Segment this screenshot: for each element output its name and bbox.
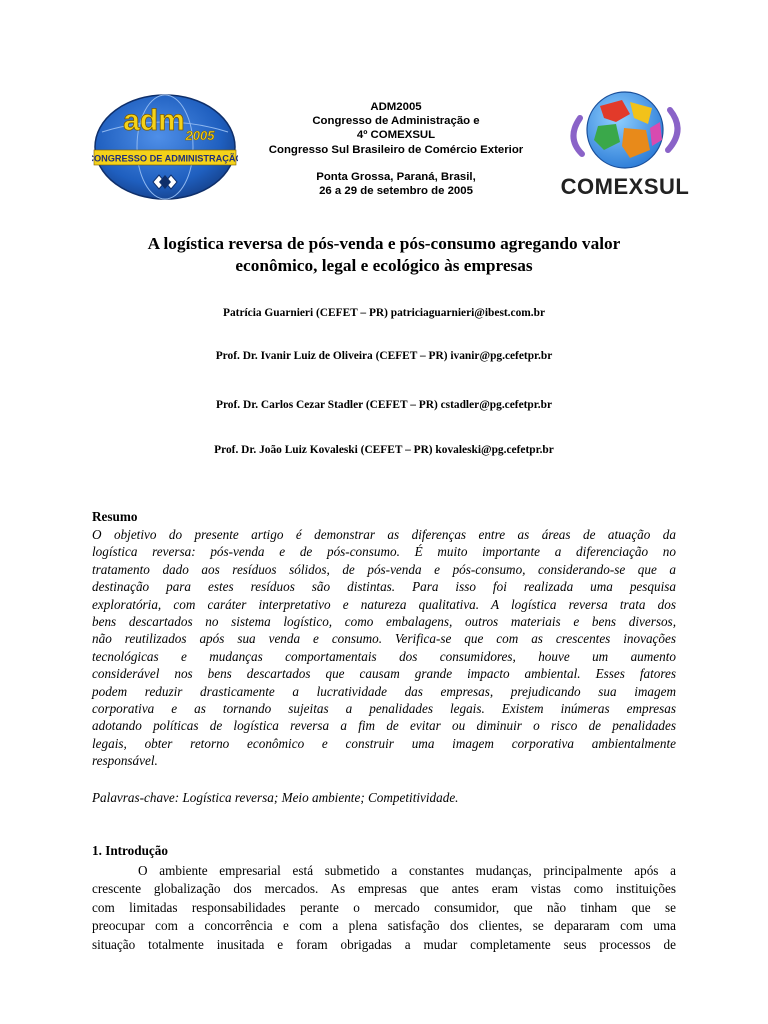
- author-2: Prof. Dr. Ivanir Luiz de Oliveira (CEFET – PR) ivanir@pg.cefetpr.br: [215, 350, 553, 362]
- abstract-line: exploratória, com caráter interpretativo e natureza qualitativa. A logística reversa trata dos: [92, 596, 676, 612]
- comexsul-wordmark: COMEXSUL: [560, 174, 690, 199]
- abstract-line: tratamento dado aos resíduos sólidos, de pós-venda e pós-consumo, considerando-se que a: [92, 561, 676, 577]
- author-3: Prof. Dr. Carlos Cezar Stadler (CEFET – PR) cstadler@pg.cefetpr.br: [215, 399, 553, 411]
- author-1: Patrícia Guarnieri (CEFET – PR) patriciaguarnieri@ibest.com.br: [223, 307, 545, 319]
- diamond-emblem-icon: [153, 175, 177, 189]
- conference-line: 4º COMEXSUL: [356, 129, 436, 142]
- intro-heading: 1. Introdução: [92, 843, 168, 858]
- globe-icon: [560, 88, 690, 174]
- abstract-line: bens descartados no sistema logístico, como embalagens, outros materiais e bens diversos,: [92, 614, 676, 630]
- adm-logo-banner: CONGRESSO DE ADMINISTRAÇÃO: [92, 153, 238, 164]
- abstract-line: adotando políticas de logística reversa a fim de evitar ou diminuir o risco de penalidades: [92, 718, 676, 734]
- conference-line: Congresso de Administração e: [312, 115, 480, 128]
- paper-title-line: A logística reversa de pós-venda e pós-consumo agregando valor: [147, 234, 621, 253]
- intro-line: preocupar com a concorrência e com a plena satisfação dos clientes, se depararam com uma: [92, 918, 676, 934]
- abstract-line: não reutilizados após sua venda e consumo. Verifica-se que com as crescentes inovações: [92, 631, 676, 647]
- abstract-heading: Resumo: [92, 509, 138, 524]
- conference-line: ADM2005: [370, 101, 422, 113]
- abstract-line: podem reduzir drasticamente a lucratividade das empresas, prejudicando sua imagem: [92, 683, 676, 699]
- abstract-line: legais, obter retorno econômico e construir uma imagem corporativa ambientalmente: [92, 735, 676, 751]
- intro-line: crescente globalização dos mercados. As empresas que antes eram vistas como instituições: [92, 881, 676, 897]
- adm-logo-year: 2005: [185, 128, 215, 143]
- abstract-body: [92, 526, 676, 770]
- keywords: Palavras-chave: Logística reversa; Meio ambiente; Competitividade.: [92, 790, 459, 805]
- abstract-line: tecnológicas e mudanças comportamentais dos consumidores, houve um aumento: [92, 648, 676, 664]
- intro-body: [92, 862, 676, 954]
- paper-title: [80, 233, 688, 277]
- intro-line: O ambiente empresarial está submetido a constantes mudanças, principalmente após a: [138, 863, 676, 878]
- comexsul-logo: [560, 88, 690, 200]
- abstract-line: logística reversa: pós-venda e de pós-consumo. É muito importante a diferenciação no: [92, 544, 676, 560]
- paper-title-line: econômico, legal e ecológico às empresas: [235, 256, 533, 275]
- abstract-line: considerável nos bens descartados que causam grande impacto ambiental. Esses fatores: [92, 666, 676, 682]
- conference-location: Ponta Grossa, Paraná, Brasil,: [316, 170, 476, 183]
- author-4: Prof. Dr. João Luiz Kovaleski (CEFET – PR) kovaleski@pg.cefetpr.br: [214, 444, 554, 456]
- abstract-line: corporativa e as tornando sujeitas a penalidades legais. Existem inúmeras empresas: [92, 701, 676, 717]
- abstract-line: destinação para estes resíduos são distintas. Para isso foi realizada uma pesquisa: [92, 579, 676, 595]
- adm2005-logo: [92, 92, 238, 202]
- abstract-line: O objetivo do presente artigo é demonstrar as diferenças entre as áreas de atuação da: [92, 527, 676, 542]
- adm-logo-word: adm: [123, 104, 185, 137]
- conference-info: [240, 100, 552, 198]
- abstract-line: responsável.: [92, 753, 158, 769]
- intro-line: situação totalmente inusitada e foram obrigadas a mudar completamente seus processos de: [92, 936, 676, 952]
- conference-line: Congresso Sul Brasileiro de Comércio Exterior: [268, 143, 524, 156]
- intro-line: com limitadas responsabilidades perante o mercado consumidor, que não tinham que se: [92, 899, 676, 915]
- conference-dates: 26 a 29 de setembro de 2005: [319, 185, 473, 198]
